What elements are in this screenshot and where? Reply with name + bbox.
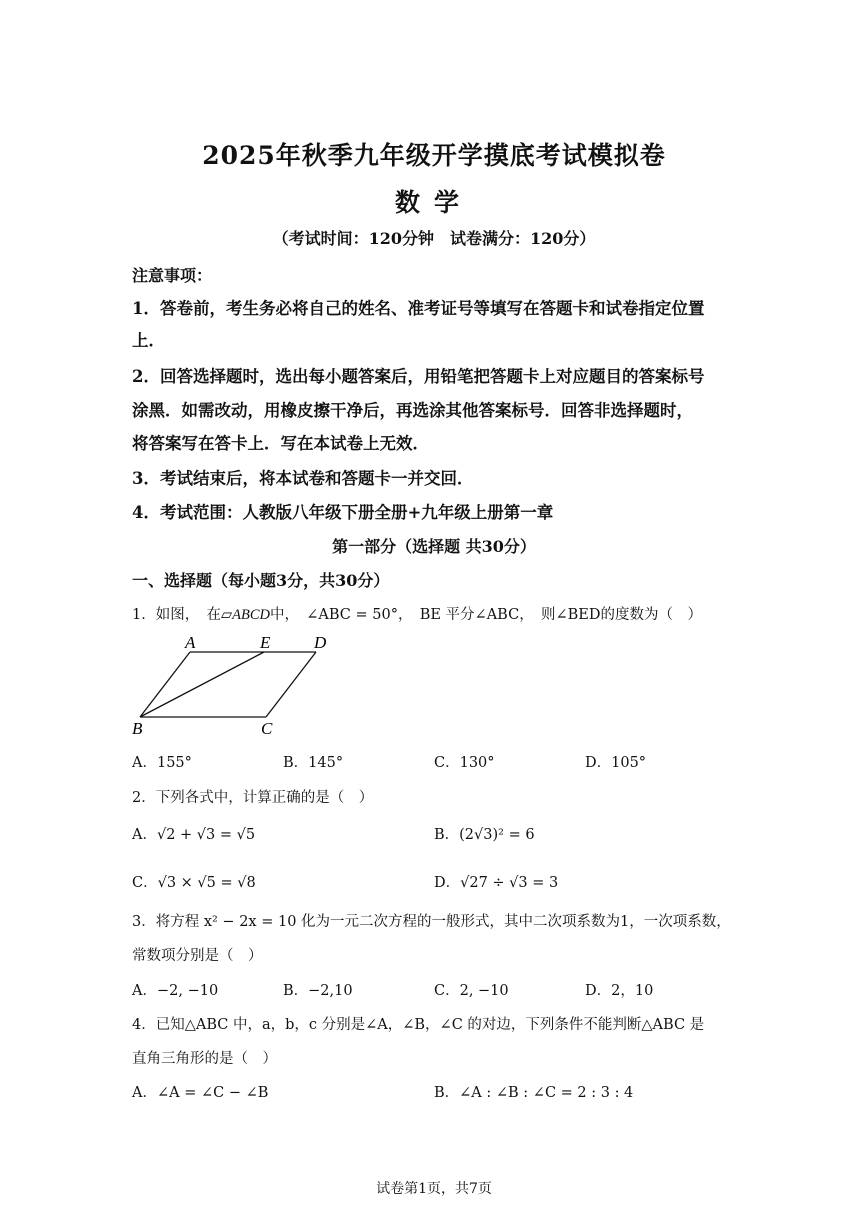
q1-option-d: D．105° <box>585 755 647 771</box>
exam-title: 2025年秋季九年级开学摸底考试模拟卷 <box>202 141 666 170</box>
vertex-label-c: C <box>261 719 273 738</box>
note-line: 将答案写在答卡上．写在本试卷上无效． <box>132 434 429 453</box>
vertex-label-e: E <box>260 633 271 652</box>
question-4-stem-cont: 直角三角形的是（ ） <box>132 1051 277 1067</box>
q2-option-d: D．√27 ÷ √3 = 3 <box>434 875 559 891</box>
question-4-stem: 4．已知△ABC 中，a，b，c 分别是∠A，∠B，∠C 的对边，下列条件不能判断△ABC 是 <box>132 1017 705 1033</box>
q1-option-c: C．130° <box>434 755 495 771</box>
q4-option-b: B．∠A : ∠B : ∠C = 2 : 3 : 4 <box>434 1085 634 1101</box>
vertex-label-b: B <box>132 719 143 738</box>
vertex-label-a: A <box>185 633 196 652</box>
section-title: 一、选择题（每小题3分，共30分） <box>132 571 390 590</box>
q2-option-b: B．(2√3)² = 6 <box>434 827 535 843</box>
note-line: 4．考试范围：人教版八年级下册全册+九年级上册第一章 <box>132 503 554 522</box>
note-line: 2．回答选择题时，选出每小题答案后，用铅笔把答题卡上对应题目的答案标号 <box>132 367 705 386</box>
page-footer: 试卷第1页，共7页 <box>376 1181 492 1197</box>
parallelogram-figure <box>128 632 338 742</box>
q3-option-d: D．2，10 <box>585 983 654 999</box>
exam-info: （考试时间：120分钟 试卷满分：120分） <box>272 229 596 248</box>
q1-option-b: B．145° <box>283 755 344 771</box>
q4-option-a: A．∠A = ∠C − ∠B <box>132 1085 269 1101</box>
q3-option-c: C．2, −10 <box>434 983 509 999</box>
notes-heading: 注意事项： <box>132 266 213 285</box>
q2-option-a: A．√2 + √3 = √5 <box>132 827 256 843</box>
question-3-stem-cont: 常数项分别是（ ） <box>132 948 263 964</box>
question-2-stem: 2．下列各式中，计算正确的是（ ） <box>132 790 374 806</box>
q3-option-b: B．−2,10 <box>283 983 353 999</box>
note-line: 涂黑．如需改动，用橡皮擦干净后，再选涂其他答案标号．回答非选择题时， <box>132 401 693 420</box>
question-1-stem: 1．如图， 在▱ABCD中， ∠ABC = 50°， BE 平分∠ABC， 则∠BED的度数为（ ） <box>132 607 702 623</box>
q2-option-c: C．√3 × √5 = √8 <box>132 875 256 891</box>
subject-title: 数学 <box>394 188 473 217</box>
q3-option-a: A．−2, −10 <box>132 983 219 999</box>
q1-option-a: A．155° <box>132 755 192 771</box>
note-line: 1．答卷前，考生务必将自己的姓名、准考证号等填写在答题卡和试卷指定位置 <box>132 299 705 318</box>
question-3-stem: 3．将方程 x² − 2x = 10 化为一元二次方程的一般形式，其中二次项系数为1，一次项系数， <box>132 914 731 930</box>
part-title: 第一部分（选择题 共30分） <box>332 537 536 556</box>
note-line: 3．考试结束后，将本试卷和答题卡一并交回． <box>132 469 474 488</box>
vertex-label-d: D <box>314 633 327 652</box>
note-line: 上． <box>132 331 165 350</box>
